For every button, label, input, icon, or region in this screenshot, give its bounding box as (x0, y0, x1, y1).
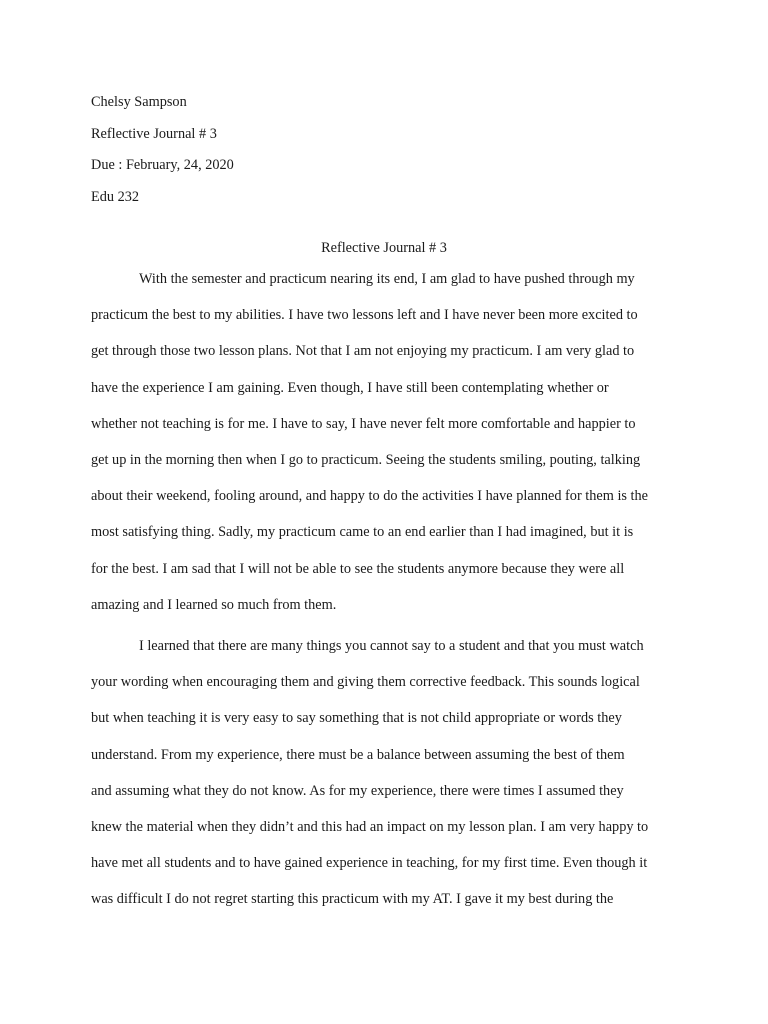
paragraph-line: whether not teaching is for me. I have to say, I have never felt more comfortable and happier to (91, 415, 636, 432)
paragraph-line: understand. From my experience, there must be a balance between assuming the best of them (91, 746, 625, 763)
due-date: Due : February, 24, 2020 (91, 157, 234, 173)
course-code: Edu 232 (91, 188, 140, 205)
body-paragraph-2 (91, 637, 648, 927)
author-name: Chelsy Sampson (91, 94, 187, 110)
assignment-title: Reflective Journal # 3 (91, 125, 217, 142)
paragraph-line: knew the material when they didn’t and this had an impact on my lesson plan. I am very happy to (91, 818, 649, 835)
paragraph-line: get up in the morning then when I go to practicum. Seeing the students smiling, pouting, talking (91, 451, 641, 468)
document-title: Reflective Journal # 3 (321, 240, 447, 256)
paragraph-line: amazing and I learned so much from them. (91, 596, 337, 613)
document-header (91, 93, 234, 219)
paragraph-line: get through those two lesson plans. Not that I am not enjoying my practicum. I am very glad to (91, 343, 635, 360)
paragraph-line: but when teaching it is very easy to say something that is not child appropriate or words they (91, 710, 622, 727)
paragraph-line: for the best. I am sad that I will not be able to see the students anymore because they were all (91, 560, 625, 577)
paragraph-line: have met all students and to have gained experience in teaching, for my first time. Even though it (91, 855, 648, 872)
paragraph-line: have the experience I am gaining. Even though, I have still been contemplating whether or (91, 379, 609, 396)
paragraph-line: and assuming what they do not know. As for my experience, there were times I assumed they (91, 782, 624, 799)
paragraph-line: your wording when encouraging them and giving them corrective feedback. This sounds logical (91, 674, 640, 691)
paragraph-line: practicum the best to my abilities. I have two lessons left and I have never been more excited to (91, 307, 638, 324)
body-paragraph-1 (91, 270, 648, 632)
paragraph-line: With the semester and practicum nearing its end, I am glad to have pushed through my (139, 271, 635, 287)
paragraph-line: most satisfying thing. Sadly, my practicum came to an end earlier than I had imagined, but it is (91, 524, 634, 541)
paragraph-line: about their weekend, fooling around, and happy to do the activities I have planned for them is the (91, 488, 649, 505)
paragraph-line: I learned that there are many things you cannot say to a student and that you must watch (139, 638, 644, 654)
paragraph-line: was difficult I do not regret starting this practicum with my AT. I gave it my best during the (91, 891, 614, 908)
